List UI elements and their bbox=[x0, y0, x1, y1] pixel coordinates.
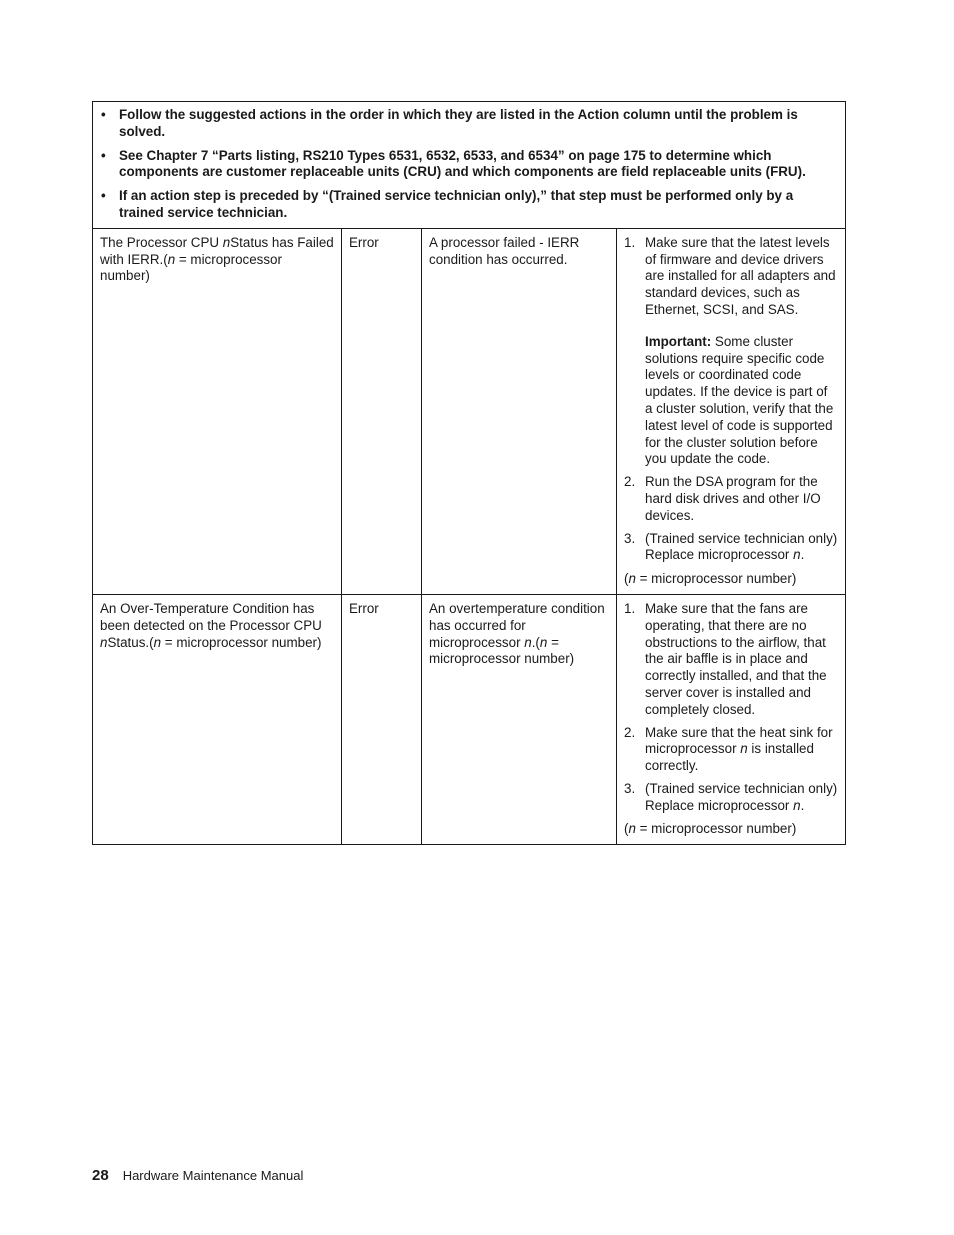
note-item: • If an action step is preceded by “(Trained service technician only),” that step must be performed only by a trained service technician. bbox=[101, 188, 794, 220]
manual-title: Hardware Maintenance Manual bbox=[122, 1168, 304, 1183]
variable-note: (n = microprocessor number) bbox=[624, 821, 797, 837]
action-cell bbox=[617, 228, 846, 594]
page-footer bbox=[92, 1167, 303, 1184]
bullet-icon: • bbox=[101, 107, 106, 122]
action-steps bbox=[624, 235, 838, 564]
table-row bbox=[93, 228, 846, 594]
notes-list bbox=[101, 107, 837, 222]
bullet-icon: • bbox=[101, 188, 106, 204]
page-number: 28 bbox=[92, 1167, 109, 1184]
explanation-cell: An overtemperature condition has occurred for microprocessor n.(n = microprocessor number) bbox=[422, 594, 617, 844]
action-steps bbox=[624, 601, 838, 815]
action-step: 2. Run the DSA program for the hard disk drives and other I/O devices. bbox=[624, 474, 821, 523]
note-item: • See Chapter 7 “Parts listing, RS210 Types 6531, 6532, 6533, and 6534” on page 175 to determine which components are customer replaceable units (CRU) and which components are field replaceable units (FRU). bbox=[101, 147, 806, 180]
bullet-icon: • bbox=[101, 147, 106, 163]
explanation-cell: A processor failed - IERR condition has occurred. bbox=[422, 228, 617, 594]
variable-note: (n = microprocessor number) bbox=[624, 571, 797, 587]
important-note: Important: Some cluster solutions require specific code levels or coordinated code updates. If the device is part of a cluster solution, verify that the latest level of code is supported for the cluster solution before you update the code. bbox=[645, 333, 834, 467]
type-cell: Error bbox=[342, 228, 422, 594]
action-cell bbox=[617, 594, 846, 844]
message-cell: An Over-Temperature Condition has been detected on the Processor CPU nStatus.(n = microprocessor number) bbox=[93, 594, 342, 844]
table-header-notes bbox=[93, 102, 846, 229]
table-row bbox=[93, 594, 846, 844]
message-cell: The Processor CPU nStatus has Failed with IERR.(n = microprocessor number) bbox=[93, 228, 342, 594]
action-step: 1. Make sure that the fans are operating, that there are no obstructions to the airflow, that the air baffle is in place and correctly installed, and that the server cover is installed and completely closed. bbox=[624, 600, 827, 717]
note-item: • Follow the suggested actions in the order in which they are listed in the Action column until the problem is solved. bbox=[101, 107, 798, 139]
action-step: 1. Make sure that the latest levels of firmware and device drivers are installed for all adapters and standard devices, such as Ethernet, SCSI, and SAS. Important: Some cluster solutions require specific code levels or coordinated code updates. If the device is part of a cluster solution, verify that the latest level of code is supported for the cluster solution before you update the code. bbox=[624, 235, 838, 468]
type-cell: Error bbox=[342, 594, 422, 844]
action-step: 3. (Trained service technician only) Replace microprocessor n. bbox=[624, 530, 838, 563]
error-code-table bbox=[92, 101, 846, 845]
action-step: 2. Make sure that the heat sink for microprocessor n is installed correctly. bbox=[624, 724, 833, 774]
action-step: 3. (Trained service technician only) Replace microprocessor n. bbox=[624, 780, 838, 813]
